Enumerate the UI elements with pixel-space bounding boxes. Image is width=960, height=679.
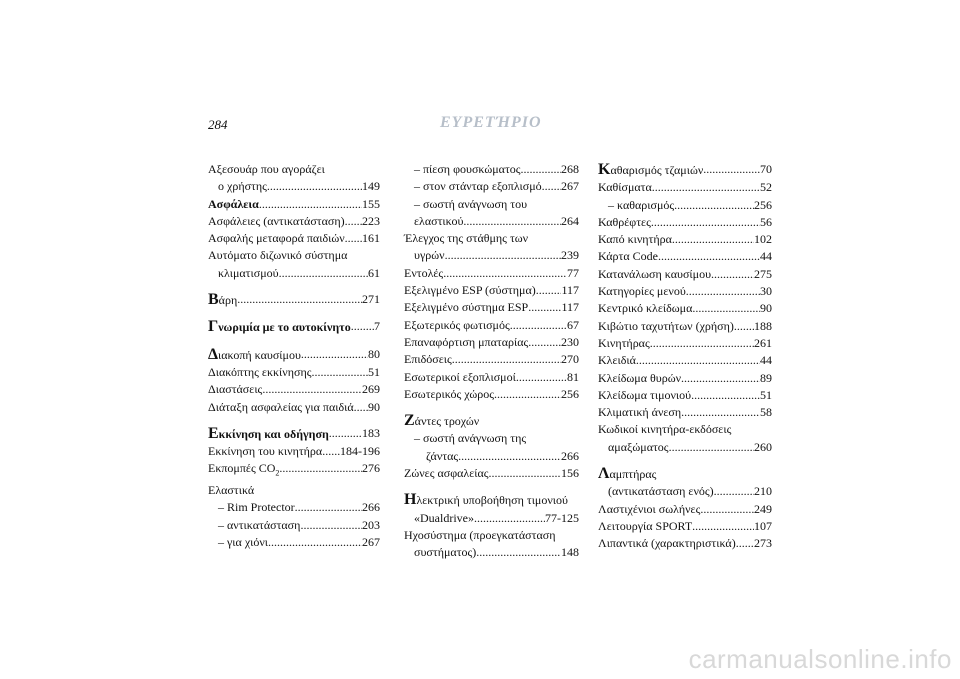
index-entry: Ασφάλειες (αντικατάσταση) ..... 223: [208, 213, 380, 230]
index-entry: Λαστιχένιοι σωλήνες ..... 249: [598, 501, 772, 518]
index-entry: ζάντας ..... 266: [404, 448, 579, 465]
index-entry: Εξελιγμένο σύστημα ESP ..... 117: [404, 299, 579, 316]
index-entry: «Dualdrive» ..... 77-125: [404, 510, 579, 527]
index-entry: – στον στάνταρ εξοπλισμό ..... 267: [404, 178, 579, 195]
index-entry: Επαναφόρτιση μπαταρίας ..... 230: [404, 334, 579, 351]
index-section-k: Καθαρισμός τζαμιών ..... 70: [598, 161, 772, 179]
index-entry: Κατηγορίες μενού ..... 30: [598, 283, 772, 300]
index-entry: Ηχοσύστημα (προεγκατάσταση: [404, 527, 556, 542]
index-entry: Κινητήρας ..... 261: [598, 335, 772, 352]
index-entry: Διάταξη ασφαλείας για παιδιά ..... 90: [208, 399, 380, 416]
index-entry: Εκκίνηση του κινητήρα ..... 184-196: [208, 443, 380, 460]
index-entry: Καπό κινητήρα ..... 102: [598, 231, 772, 248]
index-entry: – καθαρισμός ..... 256: [598, 197, 772, 214]
index-section-z: Ζάντες τροχών: [404, 412, 480, 430]
index-entry: Κατανάλωση καυσίμου ..... 275: [598, 266, 772, 283]
index-entry: Εντολές ..... 77: [404, 265, 579, 282]
index-entry: Έλεγχος της στάθμης των: [404, 231, 529, 246]
index-entry: (αντικατάσταση ενός) ..... 210: [598, 483, 772, 500]
index-entry: Κλειδιά ..... 44: [598, 352, 772, 369]
index-section-d: Διακοπή καυσίμου ..... 80: [208, 346, 380, 364]
index-entry: Λειτουργία SPORT ..... 107: [598, 518, 772, 535]
index-entry: – αντικατάσταση ..... 203: [208, 517, 380, 534]
index-entry: Διακόπτης εκκίνησης ..... 51: [208, 364, 380, 381]
index-entry: Καθρέφτες ..... 56: [598, 214, 772, 231]
index-entry: Ασφάλεια ..... 155: [208, 196, 380, 213]
index-entry: Κλείδωμα θυρών ..... 89: [598, 370, 772, 387]
index-entry: Ελαστικά: [208, 483, 255, 498]
index-entry: Διαστάσεις ..... 269: [208, 381, 380, 398]
index-entry: Κλείδωμα τιμονιού ..... 51: [598, 387, 772, 404]
index-entry: Ζώνες ασφαλείας ..... 156: [404, 465, 579, 482]
index-entry: κλιματισμού ..... 61: [208, 265, 380, 282]
index-entry: Εξωτερικός φωτισμός ..... 67: [404, 317, 579, 334]
index-section-l: Λαμπτήρας: [598, 465, 657, 483]
index-entry: ο χρήστης ..... 149: [208, 178, 380, 195]
index-entry: Αυτόματο διζωνικό σύστημα: [208, 248, 348, 263]
index-section-b: Βάρη ..... 271: [208, 291, 380, 309]
index-entry: Κλιματική άνεση ..... 58: [598, 404, 772, 421]
index-entry: Καθίσματα ..... 52: [598, 179, 772, 196]
index-entry: Επιδόσεις ..... 270: [404, 351, 579, 368]
index-column-3: [598, 161, 772, 553]
index-entry: ελαστικού ..... 264: [404, 213, 579, 230]
index-entry: υγρών ..... 239: [404, 247, 579, 264]
watermark: carmanualsonline.info: [688, 644, 952, 674]
page-title: ΕΥΡΕΤΉΡΙΟ: [440, 114, 542, 131]
index-section-e: Εκκίνηση και οδήγηση ..... 183: [208, 425, 380, 443]
index-entry: – Rim Protector ..... 266: [208, 499, 380, 516]
index-entry: αμαξώματος ..... 260: [598, 439, 772, 456]
index-entry: – για χιόνι ..... 267: [208, 534, 380, 551]
index-section-g: Γνωριμία με το αυτοκίνητο ..... 7: [208, 318, 380, 336]
index-entry: – πίεση φουσκώματος ..... 268: [404, 161, 579, 178]
index-entry: Κεντρικό κλείδωμα ..... 90: [598, 300, 772, 317]
index-entry: Κωδικοί κινητήρα-εκδόσεις: [598, 422, 732, 437]
index-entry: Εκπομπές $CO_2$ ..... 276: [208, 460, 380, 482]
index-entry: Κιβώτιο ταχυτήτων (χρήση) ..... 188: [598, 318, 772, 335]
index-column-2: [404, 161, 579, 562]
page-number: 284: [208, 117, 228, 132]
index-entry: Εσωτερικοί εξοπλισμοί ..... 81: [404, 369, 579, 386]
index-entry: Ασφαλής μεταφορά παιδιών ..... 161: [208, 230, 380, 247]
index-entry: Κάρτα Code ..... 44: [598, 248, 772, 265]
index-entry: Εσωτερικός χώρος ..... 256: [404, 386, 579, 403]
index-entry: Αξεσουάρ που αγοράζει: [208, 162, 325, 176]
index-entry: – σωστή ανάγνωση της: [414, 431, 527, 446]
index-entry: Εξελιγμένο ESP (σύστημα) ..... 117: [404, 282, 579, 299]
index-entry: – σωστή ανάγνωση του: [414, 196, 528, 211]
index-entry: συστήματος) ..... 148: [404, 544, 579, 561]
index-entry: Λιπαντικά (χαρακτηριστικά) ..... 273: [598, 535, 772, 552]
index-section-h: Ηλεκτρική υποβοήθηση τιμονιού: [404, 491, 568, 509]
index-column-1: [208, 161, 380, 551]
